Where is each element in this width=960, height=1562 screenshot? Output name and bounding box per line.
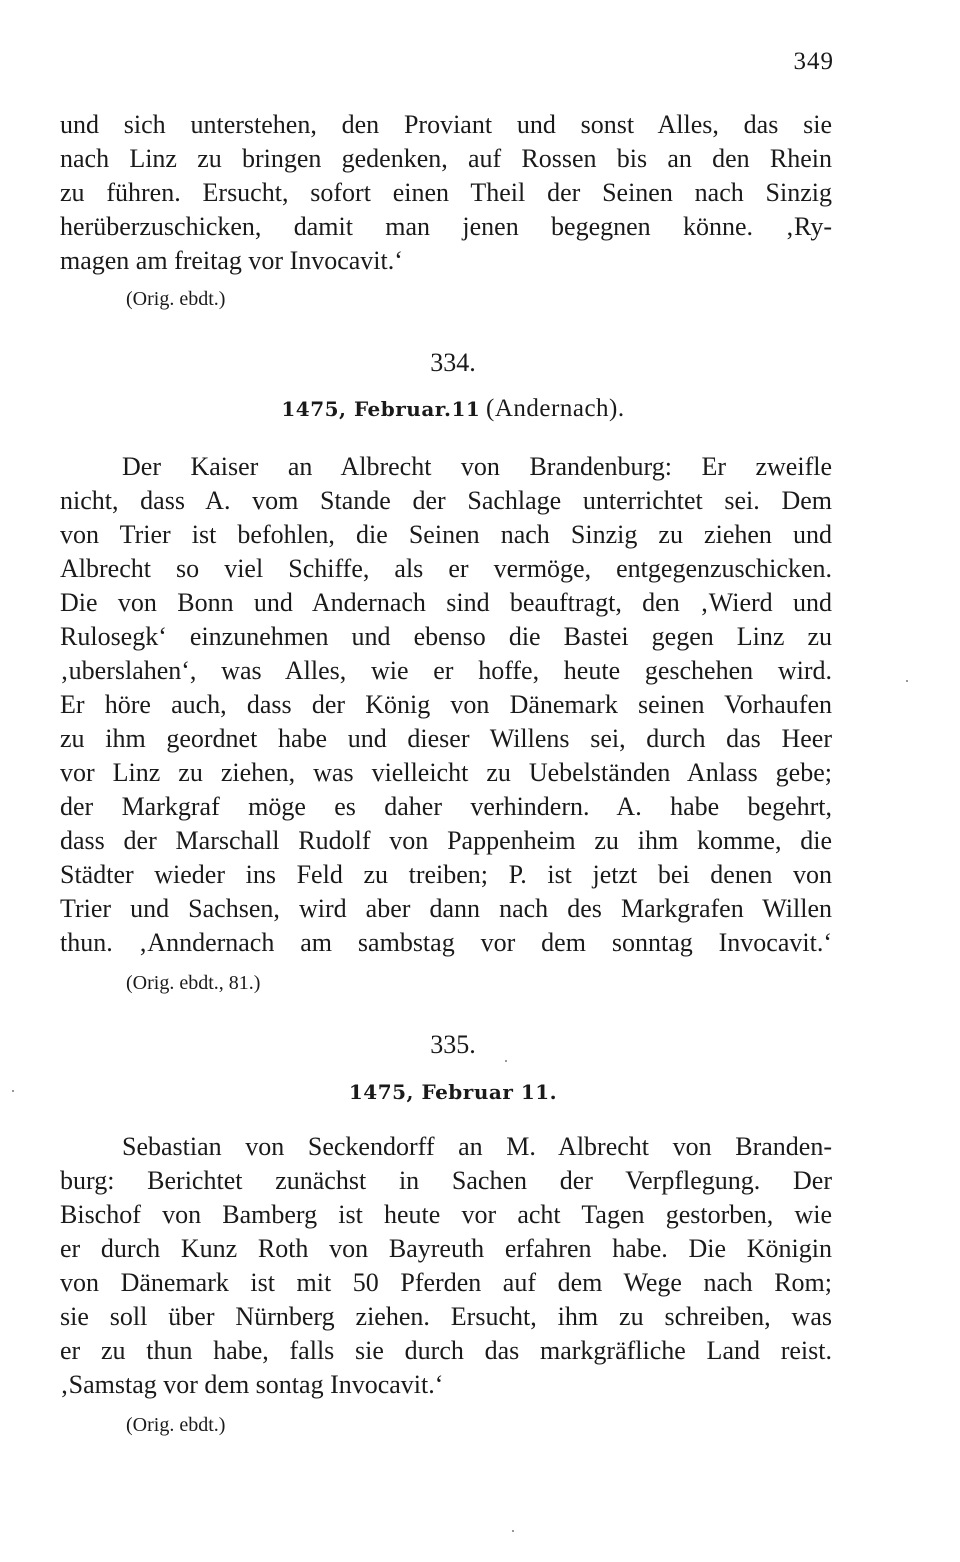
entry-place: (Andernach). [486, 395, 625, 422]
entry-line: Die von Bonn und Andernach sind beauftragt, den ‚Wierd und [60, 588, 832, 617]
print-speck [505, 1060, 507, 1062]
entry-date-line [0, 395, 906, 423]
intro-line: herüberzuschicken, damit man jenen begegnen könne. ‚Ry- [60, 212, 832, 241]
entry-line: burg: Berichtet zunächst in Sachen der Verpflegung. Der [60, 1166, 832, 1195]
print-speck [512, 1530, 514, 1532]
intro-line: nach Linz zu bringen gedenken, auf Rossen bis an den Rhein [60, 144, 832, 173]
entry-line: er zu thun habe, falls sie durch das markgräfliche Land reist. [60, 1336, 832, 1365]
intro-line: magen am freitag vor Invocavit.‘ [60, 246, 403, 275]
entry-date-line [0, 1079, 906, 1105]
entry-line: Städter wieder ins Feld zu treiben; P. ist jetzt bei denen von [60, 860, 832, 889]
intro-line: zu führen. Ersucht, sofort einen Theil der Seinen nach Sinzig [60, 178, 832, 207]
entry-line: nicht, dass A. vom Stande der Sachlage unterrichtet sei. Dem [60, 486, 832, 515]
print-speck [12, 1090, 14, 1092]
entry-line: Bischof von Bamberg ist heute vor acht Tagen gestorben, wie [60, 1200, 832, 1229]
entry-number: 335. [430, 1030, 476, 1059]
intro-line: und sich unterstehen, den Proviant und sonst Alles, das sie [60, 110, 832, 139]
entry-line: zu ihm geordnet habe und dieser Willens sei, durch das Heer [60, 724, 832, 753]
entry-line: ‚uberslahen‘, was Alles, wie er hoffe, heute geschehen wird. [60, 656, 832, 685]
entry-line: Sebastian von Seckendorff an M. Albrecht von Branden- [122, 1132, 832, 1161]
source-note: (Orig. ebdt.) [126, 288, 226, 310]
entry-line: der Markgraf möge es daher verhindern. A. habe begehrt, [60, 792, 832, 821]
entry-date: 1475, Februar.11 [281, 397, 481, 421]
entry-date: 1475, Februar 11. [348, 1080, 558, 1104]
entry-line: Rulosegk‘ einzunehmen und ebenso die Bastei gegen Linz zu [60, 622, 832, 651]
entry-line: thun. ‚Anndernach am sambstag vor dem sonntag Invocavit.‘ [60, 928, 832, 957]
entry-line: Der Kaiser an Albrecht von Brandenburg: Er zweifle [122, 452, 832, 481]
entry-line: von Trier ist befohlen, die Seinen nach Sinzig zu ziehen und [60, 520, 832, 549]
entry-line: ‚Samstag vor dem sontag Invocavit.‘ [60, 1370, 444, 1399]
entry-line: Trier und Sachsen, wird aber dann nach des Markgrafen Willen [60, 894, 832, 923]
entry-line: Albrecht so viel Schiffe, als er vermöge, entgegenzuschicken. [60, 554, 832, 583]
entry-number: 334. [430, 348, 476, 377]
entry-line: vor Linz zu ziehen, was vielleicht zu Uebelständen Anlass gebe; [60, 758, 832, 787]
source-note: (Orig. ebdt., 81.) [126, 972, 261, 994]
entry-line: von Dänemark ist mit 50 Pferden auf dem Wege nach Rom; [60, 1268, 832, 1297]
source-note: (Orig. ebdt.) [126, 1414, 226, 1436]
entry-line: dass der Marschall Rudolf von Pappenheim zu ihm komme, die [60, 826, 832, 855]
entry-line: Er höre auch, dass der König von Dänemark seinen Vorhaufen [60, 690, 832, 719]
page-number: 349 [793, 48, 834, 75]
entry-line: er durch Kunz Roth von Bayreuth erfahren habe. Die Königin [60, 1234, 832, 1263]
entry-line: sie soll über Nürnberg ziehen. Ersucht, ihm zu schreiben, was [60, 1302, 832, 1331]
print-speck [906, 680, 908, 682]
